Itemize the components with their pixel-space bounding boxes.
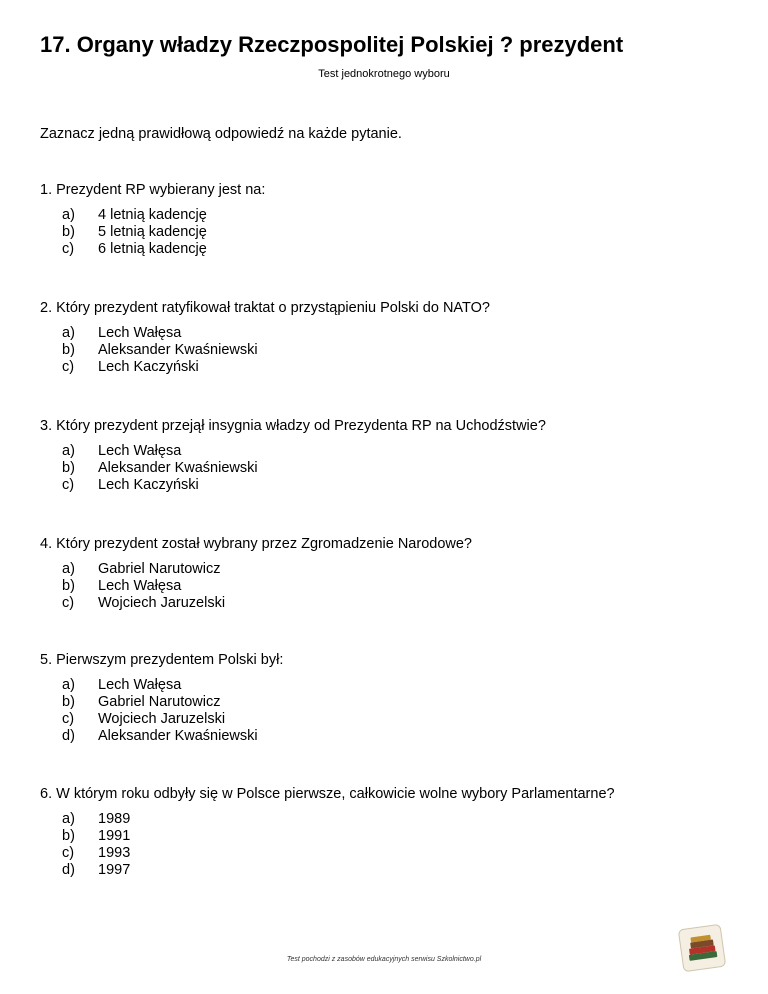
answer-options (40, 811, 615, 879)
answer-option (40, 224, 265, 241)
answer-option (40, 561, 472, 578)
answer-option (40, 460, 546, 477)
question-text: 6. W którym roku odbyły się w Polsce pierwsze, całkowicie wolne wybory Parlamentarne? (40, 786, 615, 802)
option-letter: c) (62, 359, 75, 375)
option-letter: b) (62, 342, 75, 358)
option-text: 6 letnią kadencję (98, 241, 207, 257)
answer-option (40, 342, 490, 359)
instruction-text: Zaznacz jedną prawidłową odpowiedź na każde pytanie. (40, 126, 402, 142)
answer-option (40, 325, 490, 342)
option-text: Wojciech Jaruzelski (98, 595, 226, 611)
option-text: Gabriel Narutowicz (98, 561, 221, 577)
answer-option (40, 677, 283, 694)
option-text: Aleksander Kwaśniewski (98, 728, 258, 744)
question-text: 4. Który prezydent został wybrany przez Zgromadzenie Narodowe? (40, 536, 472, 552)
question-block (40, 536, 472, 612)
answer-option (40, 359, 490, 376)
answer-option (40, 811, 615, 828)
question-text: 5. Pierwszym prezydentem Polski był: (40, 652, 284, 668)
option-letter: a) (62, 561, 75, 577)
option-letter: b) (62, 694, 75, 710)
option-letter: c) (62, 241, 75, 257)
footer-text: Test pochodzi z zasobów edukacyjnych serwisu Szkolnictwo.pl (286, 956, 482, 963)
answer-option (40, 477, 546, 494)
answer-option (40, 241, 265, 258)
option-text: 4 letnią kadencję (98, 207, 207, 223)
option-letter: c) (62, 711, 75, 727)
option-letter: c) (62, 845, 75, 861)
option-text: Wojciech Jaruzelski (98, 711, 226, 727)
page-title: 17. Organy władzy Rzeczpospolitej Polskiej ? prezydent (40, 32, 624, 57)
option-letter: d) (62, 862, 75, 878)
option-text: Gabriel Narutowicz (98, 694, 221, 710)
question-text: 1. Prezydent RP wybierany jest na: (40, 182, 266, 198)
option-letter: a) (62, 811, 75, 827)
answer-options (40, 561, 472, 612)
answer-options (40, 443, 546, 494)
option-letter: c) (62, 477, 75, 493)
answer-options (40, 677, 283, 745)
option-letter: a) (62, 443, 75, 459)
option-text: Aleksander Kwaśniewski (98, 342, 258, 358)
answer-option (40, 694, 283, 711)
option-letter: a) (62, 677, 75, 693)
answer-option (40, 728, 283, 745)
option-text: Lech Kaczyński (98, 477, 199, 493)
option-letter: b) (62, 460, 75, 476)
option-letter: c) (62, 595, 75, 611)
question-block (40, 418, 546, 494)
option-text: Lech Wałęsa (98, 325, 182, 341)
option-letter: b) (62, 828, 75, 844)
option-letter: a) (62, 325, 75, 341)
question-block (40, 182, 265, 258)
books-icon (678, 924, 726, 972)
answer-option (40, 443, 546, 460)
option-letter: d) (62, 728, 75, 744)
answer-option (40, 595, 472, 612)
question-block (40, 300, 490, 376)
question-text: 2. Który prezydent ratyfikował traktat o przystąpieniu Polski do NATO? (40, 300, 490, 316)
question-block (40, 786, 615, 879)
answer-option (40, 828, 615, 845)
option-text: 1989 (98, 811, 131, 827)
option-letter: b) (62, 224, 75, 240)
answer-option (40, 207, 265, 224)
option-text: 1991 (98, 828, 131, 844)
option-text: Lech Wałęsa (98, 578, 182, 594)
option-text: Lech Wałęsa (98, 677, 182, 693)
option-text: 1993 (98, 845, 131, 861)
option-text: 1997 (98, 862, 131, 878)
option-text: 5 letnią kadencję (98, 224, 207, 240)
option-letter: a) (62, 207, 75, 223)
answer-options (40, 325, 490, 376)
answer-options (40, 207, 265, 258)
option-letter: b) (62, 578, 75, 594)
answer-option (40, 845, 615, 862)
option-text: Aleksander Kwaśniewski (98, 460, 258, 476)
answer-option (40, 578, 472, 595)
question-block (40, 652, 283, 745)
page-subtitle: Test jednokrotnego wyboru (318, 68, 450, 80)
option-text: Lech Kaczyński (98, 359, 199, 375)
option-text: Lech Wałęsa (98, 443, 182, 459)
answer-option (40, 711, 283, 728)
question-text: 3. Który prezydent przejął insygnia władzy od Prezydenta RP na Uchodźstwie? (40, 418, 546, 434)
answer-option (40, 862, 615, 879)
